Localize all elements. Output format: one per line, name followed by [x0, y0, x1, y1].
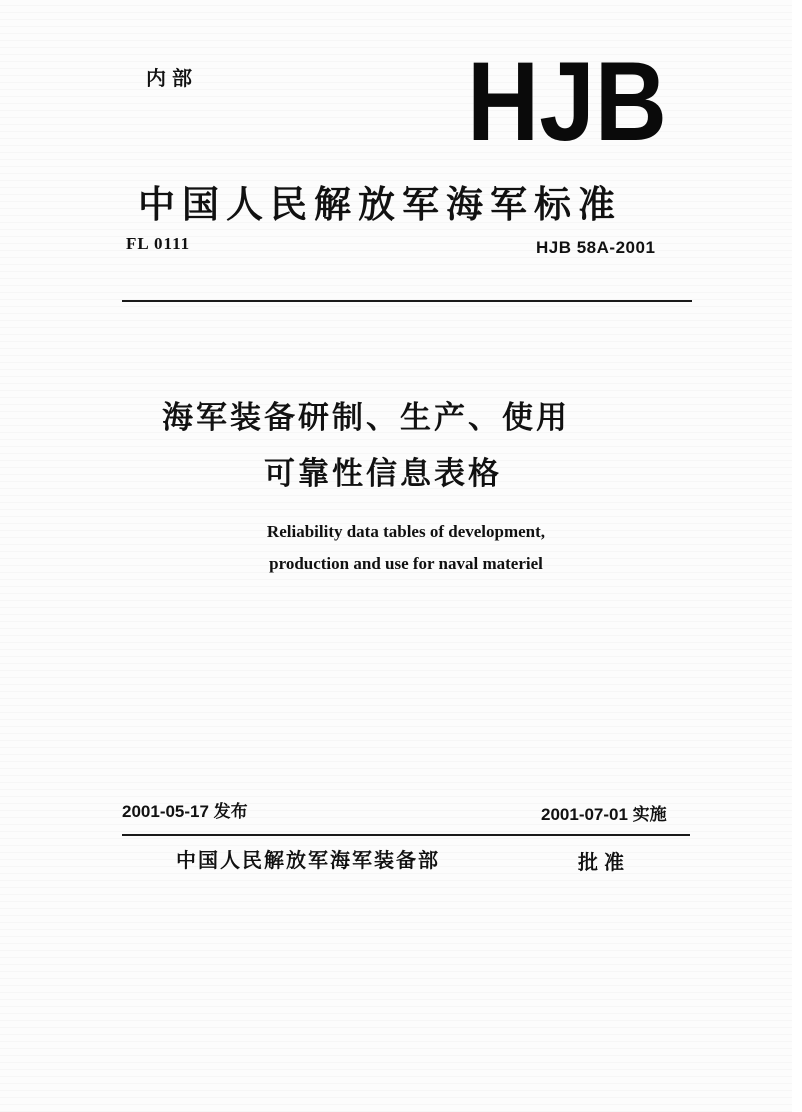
logo-text: HJB	[467, 39, 667, 164]
implementation-date: 2001-07-01 实施	[541, 805, 667, 824]
english-title-line-1: Reliability data tables of development,	[266, 522, 546, 541]
english-title-line-2: production and use for naval materiel	[269, 554, 543, 573]
standard-title: 中国人民解放军海军标准	[138, 183, 622, 226]
document-title-line-1: 海军装备研制、生产、使用	[162, 400, 570, 436]
approval-label: 批准	[578, 850, 630, 874]
bottom-divider	[122, 834, 690, 836]
standard-code: HJB 58A-2001	[536, 238, 656, 257]
top-divider	[122, 300, 692, 302]
classification-label: 内部	[146, 66, 198, 90]
classification-code: FL 0111	[126, 234, 191, 253]
hjb-logo	[466, 39, 668, 164]
issuing-authority: 中国人民解放军海军装备部	[176, 848, 440, 872]
issue-date: 2001-05-17 发布	[122, 802, 248, 821]
document-title-line-2: 可靠性信息表格	[264, 456, 502, 492]
